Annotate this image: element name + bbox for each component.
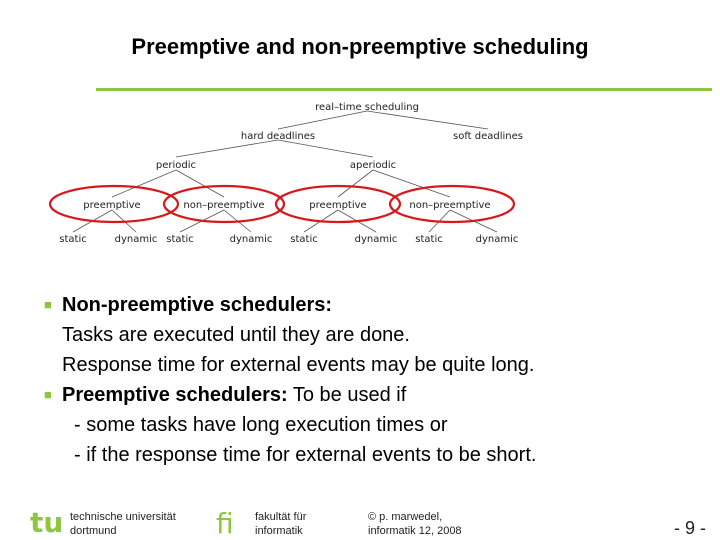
node-dynamic-4: dynamic	[475, 234, 519, 245]
node-leaf-non-preemptive-1: non–preemptive	[183, 200, 265, 211]
tu-dortmund-logo	[30, 508, 70, 538]
node-soft-deadlines: soft deadlines	[452, 131, 524, 142]
node-leaf-preemptive-2: preemptive	[309, 200, 367, 211]
node-dynamic-1: dynamic	[114, 234, 158, 245]
bullet-list	[44, 290, 714, 470]
bullet-item-non-preemptive	[44, 290, 714, 320]
node-hard-deadlines: hard deadlines	[240, 131, 316, 142]
slide-title: Preemptive and non-preemptive scheduling	[131, 34, 589, 59]
fi-faculty-logo	[216, 508, 252, 538]
university-name	[70, 510, 176, 538]
bullet-sub-line: - if the response time for external events to be short.	[74, 444, 537, 466]
university-line-1: technische universität	[70, 511, 176, 523]
node-static-1: static	[59, 234, 87, 245]
faculty-line-2: informatik	[255, 525, 303, 537]
square-bullet-icon: ■	[44, 387, 52, 402]
bullet-heading-non-preemptive: Non-preemptive schedulers:	[62, 294, 333, 316]
university-line-2: dortmund	[70, 525, 117, 537]
square-bullet-icon: ■	[44, 297, 52, 312]
bullet-text-line: Response time for external events may be quite long.	[62, 354, 535, 376]
faculty-line-1: fakultät für	[255, 511, 307, 523]
node-static-4: static	[415, 234, 443, 245]
bullet-item-preemptive	[44, 380, 714, 410]
node-aperiodic: aperiodic	[349, 160, 397, 171]
faculty-name	[255, 510, 306, 538]
copyright-line-2: informatik 12, 2008	[368, 525, 462, 537]
node-dynamic-3: dynamic	[354, 234, 398, 245]
node-static-3: static	[290, 234, 318, 245]
node-dynamic-2: dynamic	[229, 234, 273, 245]
bullet-sub-line: - some tasks have long execution times or	[74, 414, 448, 436]
page-number: - 9 -	[673, 518, 706, 538]
svg-text:fi: fi	[216, 508, 234, 538]
scheduling-taxonomy-diagram	[40, 96, 540, 248]
copyright-line-1: © p. marwedel,	[368, 511, 443, 523]
node-periodic: periodic	[155, 160, 197, 171]
bullet-heading-preemptive: Preemptive schedulers:	[62, 384, 288, 406]
node-leaf-non-preemptive-2: non–preemptive	[409, 200, 491, 211]
bullet-heading-rest: To be used if	[287, 384, 407, 406]
copyright-note	[368, 510, 462, 538]
node-real-time-scheduling: real–time scheduling	[315, 102, 419, 113]
slide-footer	[0, 480, 720, 540]
svg-text:tu: tu	[30, 508, 64, 538]
node-leaf-preemptive-1: preemptive	[83, 200, 141, 211]
bullet-text-line: Tasks are executed until they are done.	[62, 324, 410, 346]
title-divider	[96, 88, 712, 91]
node-static-2: static	[166, 234, 194, 245]
